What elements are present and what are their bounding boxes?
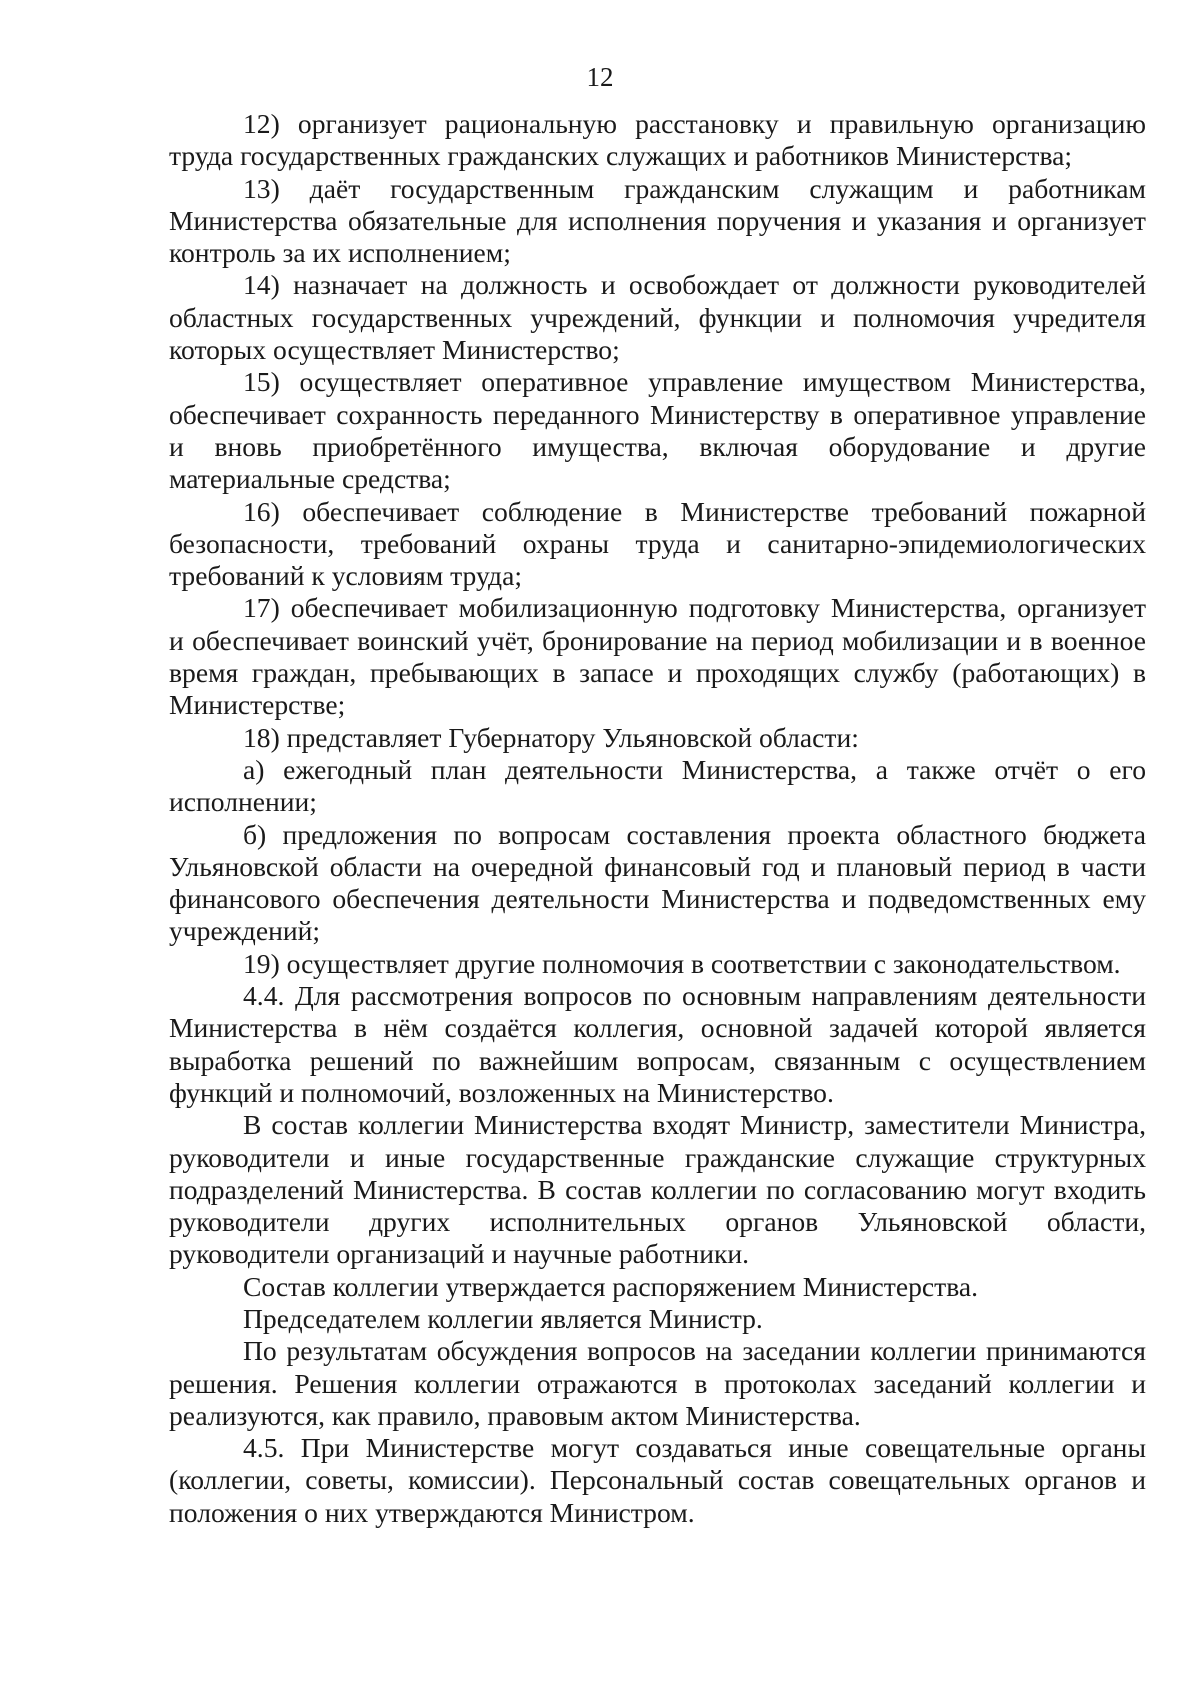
page-number: 12: [586, 62, 614, 92]
item-18b-paragraph: б) предложения по вопросам составления проекта областного бюджета Ульяновской области на очередной финансовый год и плановый период в части финансового обеспечения деятельности Министерства и подведомственных ему учреждений;: [169, 818, 1146, 947]
item-13-paragraph: 13) даёт государственным гражданским служащим и работникам Министерства обязательные для исполнения поручения и указания и организует контроль за их исполнением;: [169, 172, 1146, 269]
item-19-paragraph: 19) осуществляет другие полномочия в соответствии с законодательством.: [243, 947, 1121, 979]
item-18-paragraph: 18) представляет Губернатору Ульяновской области:: [243, 721, 859, 753]
item-18a-paragraph: а) ежегодный план деятельности Министерства, а также отчёт о его исполнении;: [169, 753, 1146, 818]
section-4-4-paragraph: 4.4. Для рассмотрения вопросов по основным направлениям деятельности Министерства в нём создаётся коллегия, основной задачей которой является выработка решений по важнейшим вопросам, связанным с осуществлением функций и полномочий, возложенных на Министерство.: [169, 980, 1146, 1108]
item-14-paragraph: 14) назначает на должность и освобождает от должности руководителей областных государственных учреждений, функции и полномочия учредителя которых осуществляет Министерство;: [169, 269, 1146, 366]
collegium-composition-paragraph: В состав коллегии Министерства входят Министр, заместители Министра, руководители и иные государственные гражданские служащие структурных подразделений Министерства. В состав коллегии по согласованию могут входить руководители других исполнительных органов Ульяновской области, руководители организаций и научные работники.: [169, 1109, 1146, 1270]
collegium-chair-paragraph: Председателем коллегии является Министр.: [243, 1302, 763, 1334]
collegium-decisions-paragraph: По результатам обсуждения вопросов на заседании коллегии принимаются решения. Решения коллегии отражаются в протоколах заседаний коллегии и реализуются, как правило, правовым актом Министерства.: [169, 1335, 1146, 1431]
document-body: [169, 108, 1146, 1529]
item-15-paragraph: 15) осуществляет оперативное управление имуществом Министерства, обеспечивает сохранность переданного Министерству в оперативное управление и вновь приобретённого имущества, включая оборудование и другие материальные средства;: [169, 366, 1146, 495]
item-12-paragraph: 12) организует рациональную расстановку и правильную организацию труда государственных гражданских служащих и работников Министерства;: [169, 108, 1146, 172]
collegium-approval-paragraph: Состав коллегии утверждается распоряжением Министерства.: [243, 1270, 979, 1302]
section-4-5-paragraph: 4.5. При Министерстве могут создаваться иные совещательные органы (коллегии, советы, комиссии). Персональный состав совещательных органов и положения о них утверждаются Министром.: [169, 1432, 1146, 1528]
item-16-paragraph: 16) обеспечивает соблюдение в Министерстве требований пожарной безопасности, требований охраны труда и санитарно-эпидемиологических требований к условиям труда;: [169, 495, 1146, 592]
item-17-paragraph: 17) обеспечивает мобилизационную подготовку Министерства, организует и обеспечивает воинский учёт, бронирование на период мобилизации и в военное время граждан, пребывающих в запасе и проходящих службу (работающих) в Министерстве;: [169, 592, 1146, 721]
